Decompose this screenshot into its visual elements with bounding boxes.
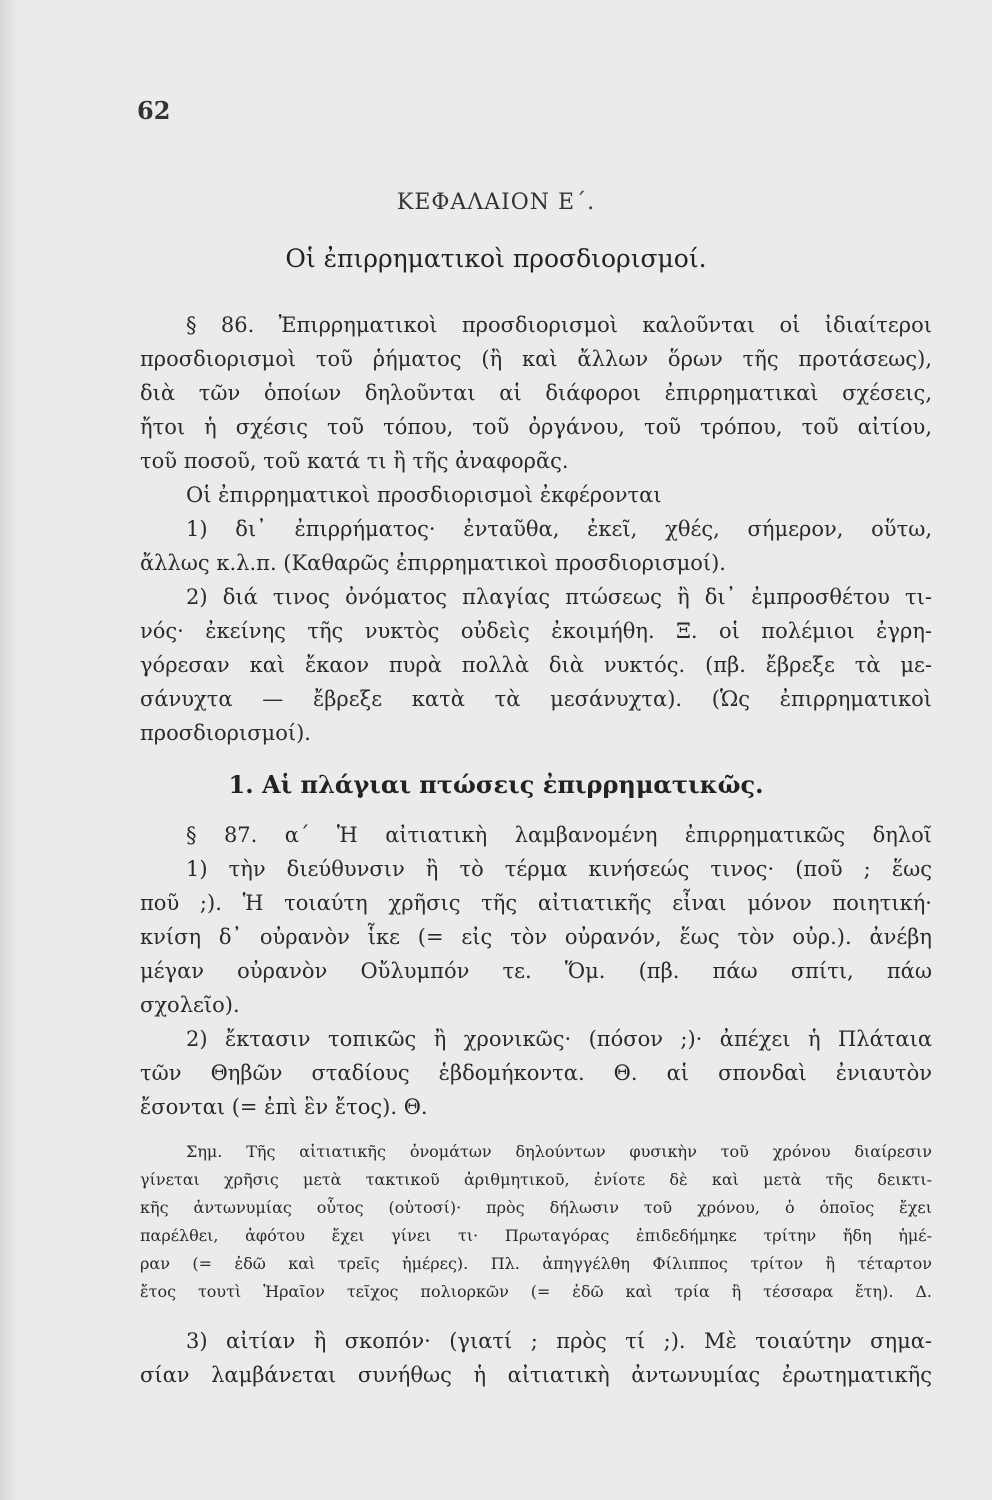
- text-line: ἔσονται (= ἐπὶ ἓν ἔτος). Θ.: [140, 1095, 428, 1119]
- page-edge: [0, 0, 18, 1500]
- text-line: § 86. Ἐπιρρηματικοὶ προσδιορισμοὶ καλοῦνται οἱ ἰδιαίτεροι: [186, 313, 932, 337]
- text-line: σάνυχτα — ἔβρεξε κατὰ τὰ μεσάνυχτα). (Ὡς ἐπιρρηματικοὶ: [140, 687, 932, 711]
- text-line: Οἱ ἐπιρρηματικοὶ προσδιορισμοὶ ἐκφέρονται: [186, 483, 662, 507]
- page-number: 62: [137, 96, 171, 125]
- note-line: ἔτος τουτὶ Ἡραῖον τεῖχος πολιορκῶν (= ἐδῶ καὶ τρία ἢ τέσσαρα ἔτη). Δ.: [140, 1282, 932, 1301]
- text-line: τοῦ ποσοῦ, τοῦ κατά τι ἢ τῆς ἀναφορᾶς.: [140, 449, 569, 473]
- text-line: σχολεῖο).: [140, 993, 240, 1017]
- note-line: παρέλθει, ἀφότου ἔχει γίνει τι· Πρωταγόρας ἐπιδεδήμηκε τρίτην ἤδη ἡμέ-: [140, 1226, 932, 1245]
- text-line: τῶν Θηβῶν σταδίους ἑβδομήκοντα. Θ. αἱ σπονδαὶ ἐνιαυτὸν: [140, 1061, 932, 1085]
- text-line: 1) τὴν διεύθυνσιν ἢ τὸ τέρμα κινήσεώς τινος· (ποῦ ; ἕως: [186, 857, 932, 881]
- section-heading: 1. Αἱ πλάγιαι πτώσεις ἐπιρρηματικῶς.: [228, 770, 764, 799]
- chapter-subtitle: Οἱ ἐπιρρηματικοὶ προσδιορισμοί.: [285, 244, 707, 273]
- chapter-title: ΚΕΦΑΛΑΙΟΝ Ε΄.: [396, 190, 596, 215]
- text-line: 2) διά τινος ὀνόματος πλαγίας πτώσεως ἢ δι᾽ ἐμπροσθέτου τι-: [186, 585, 932, 609]
- note-line: γίνεται χρῆσις μετὰ τακτικοῦ ἀριθμητικοῦ, ἐνίοτε δὲ καὶ μετὰ τῆς δεικτι-: [140, 1170, 932, 1189]
- text-line: 2) ἔκτασιν τοπικῶς ἢ χρονικῶς· (πόσον ;)· ἀπέχει ἡ Πλάταια: [186, 1027, 932, 1051]
- text-line: νός· ἐκείνης τῆς νυκτὸς οὐδεὶς ἐκοιμήθη. Ξ. οἱ πολέμιοι ἐγρη-: [140, 619, 932, 643]
- text-line: γόρεσαν καὶ ἔκαον πυρὰ πολλὰ διὰ νυκτός. (πβ. ἔβρεξε τὰ με-: [140, 653, 932, 677]
- text-line: σίαν λαμβάνεται συνήθως ἡ αἰτιατικὴ ἀντωνυμίας ἐρωτηματικῆς: [140, 1363, 932, 1387]
- text-line: μέγαν οὐρανὸν Οὔλυμπόν τε. Ὅμ. (πβ. πάω σπίτι, πάω: [140, 959, 932, 983]
- note-line: Σημ. Τῆς αἰτιατικῆς ὀνομάτων δηλούντων φυσικὴν τοῦ χρόνου διαίρεσιν: [186, 1142, 932, 1161]
- text-line: διὰ τῶν ὁποίων δηλοῦνται αἱ διάφοροι ἐπιρρηματικαὶ σχέσεις,: [140, 381, 932, 405]
- text-line: κνίση δ᾽ οὐρανὸν ἷκε (= εἰς τὸν οὐρανόν, ἕως τὸν οὐρ.). ἀνέβη: [140, 925, 932, 949]
- text-line: ἄλλως κ.λ.π. (Καθαρῶς ἐπιρρηματικοὶ προσδιορισμοί).: [140, 551, 726, 575]
- text-line: ποῦ ;). Ἡ τοιαύτη χρῆσις τῆς αἰτιατικῆς εἶναι μόνον ποιητική·: [140, 891, 932, 915]
- text-line: 1) δι᾽ ἐπιρρήματος· ἐνταῦθα, ἐκεῖ, χθές, σήμερον, οὕτω,: [186, 517, 932, 541]
- text-line: προσδιορισμοί).: [140, 721, 311, 745]
- note-line: κῆς ἀντωνυμίας οὗτος (οὑτοσί)· πρὸς δήλωσιν τοῦ χρόνου, ὁ ὁποῖος ἔχει: [140, 1198, 932, 1217]
- note-line: ραν (= ἐδῶ καὶ τρεῖς ἡμέρες). Πλ. ἀπηγγέλθη Φίλιππος τρίτον ἢ τέταρτον: [140, 1254, 932, 1273]
- text-line: 3) αἰτίαν ἢ σκοπόν· (γιατί ; πρὸς τί ;). Μὲ τοιαύτην σημα-: [186, 1329, 932, 1353]
- text-line: § 87. α΄ Ἡ αἰτιατικὴ λαμβανομένη ἐπιρρηματικῶς δηλοῖ: [186, 823, 932, 847]
- text-line: ἤτοι ἡ σχέσις τοῦ τόπου, τοῦ ὀργάνου, τοῦ τρόπου, τοῦ αἰτίου,: [140, 415, 932, 439]
- text-line: προσδιορισμοὶ τοῦ ῥήματος (ἢ καὶ ἄλλων ὅρων τῆς προτάσεως),: [140, 347, 932, 371]
